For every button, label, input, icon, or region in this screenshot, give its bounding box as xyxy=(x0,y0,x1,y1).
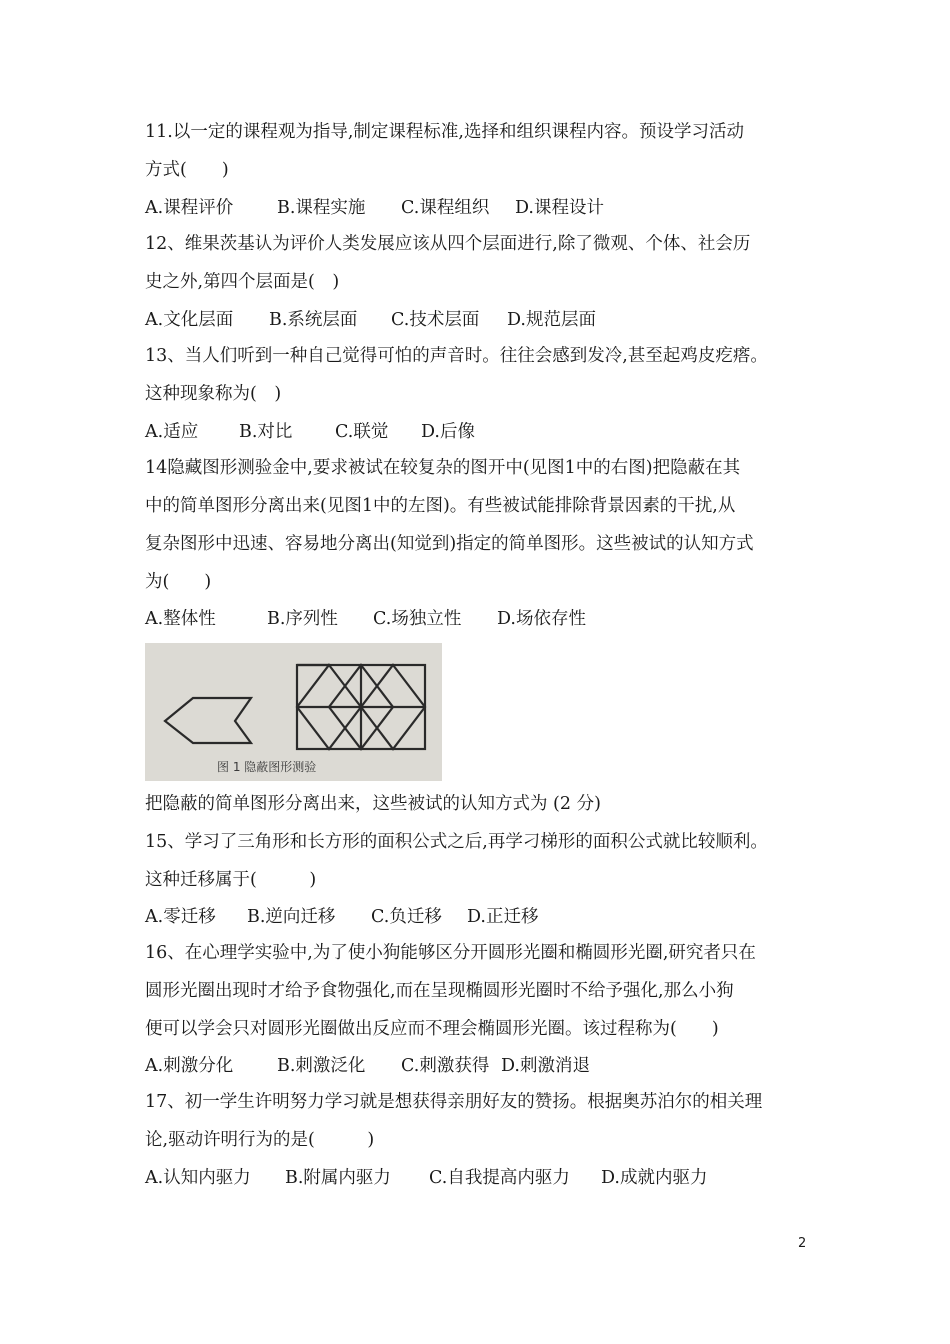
q14-stem-line3: 复杂图形中迅速、容易地分离出(知觉到)指定的简单图形。这些被试的认知方式 xyxy=(145,534,754,554)
q15-option-a: A.零迁移 xyxy=(145,907,216,927)
q14-option-b: B.序列性 xyxy=(267,609,338,629)
q14-stem-line1: 14隐藏图形测验金中,要求被试在较复杂的图开中(见图1中的右图)把隐蔽在其 xyxy=(145,458,741,478)
q14-stem-line2: 中的简单图形分离出来(见图1中的左图)。有些被试能排除背景因素的干扰,从 xyxy=(145,496,736,516)
q15-stem-line1: 15、学习了三角形和长方形的面积公式之后,再学刁梯形的面积公式就比较顺利。 xyxy=(145,832,768,852)
q11-option-a: A.课程评价 xyxy=(145,198,234,218)
q16-option-b: B.刺激泛化 xyxy=(277,1056,366,1076)
q16-option-a: A.刺激分化 xyxy=(145,1056,234,1076)
q15-option-d: D.正迁移 xyxy=(467,907,539,927)
q17-option-b: B.附属内驱力 xyxy=(285,1168,391,1188)
q13-stem-line1: 13、当人们听到一种自己觉得可怕的声音时。往往会感到发冷,甚至起鸡皮疙瘩。 xyxy=(145,346,768,366)
q17-option-c: C.自我提高内驱力 xyxy=(429,1168,570,1188)
q17-option-d: D.成就内驱力 xyxy=(601,1168,708,1188)
q14-option-a: A.整体性 xyxy=(145,609,216,629)
q13-option-c: C.联觉 xyxy=(335,422,389,442)
q11-option-b: B.课程实施 xyxy=(277,198,366,218)
q15-option-c: C.负迁移 xyxy=(371,907,442,927)
hidden-figure-drawing xyxy=(145,643,442,781)
q17-option-a: A.认知内驱力 xyxy=(145,1168,251,1188)
q16-option-d: D.刺激消退 xyxy=(501,1056,590,1076)
q17-stem-line2: 论,驱动许明行为的是( ) xyxy=(145,1130,375,1150)
q15-option-b: B.逆向迁移 xyxy=(247,907,336,927)
q16-stem-line1: 16、在心理学实验中,为了使小狗能够区分开圆形光圈和椭圆形光圈,研究者只在 xyxy=(145,943,756,963)
figure-caption: 图 1 隐蔽图形测验 xyxy=(217,760,317,774)
q12-option-d: D.规范层面 xyxy=(507,310,596,330)
q14-note: 把隐蔽的简单图形分离出来，这些被试的认知方式为 (2 分) xyxy=(145,794,601,814)
q16-option-c: C.刺激获得 xyxy=(401,1056,490,1076)
q11-stem-line2: 方式( ) xyxy=(145,160,229,180)
q16-stem-line2: 圆形光圈出现时才给予食物强化,而在呈现椭圆形光圈时不给予强化,那么小狗 xyxy=(145,981,734,1001)
q14-stem-line4: 为( ) xyxy=(145,572,212,592)
hidden-figure-test-image xyxy=(145,643,442,781)
q15-stem-line2: 这种迁移属于( ) xyxy=(145,870,317,890)
q13-option-b: B.对比 xyxy=(239,422,293,442)
q12-option-b: B.系统层面 xyxy=(269,310,358,330)
q11-option-d: D.课程设计 xyxy=(515,198,604,218)
q12-stem-line1: 12、维果茨基认为评价人类发展应该从四个层面进行,除了微观、个体、社会历 xyxy=(145,234,751,254)
q12-stem-line2: 史之外,第四个层面是( ) xyxy=(145,272,340,292)
q11-option-c: C.课程组织 xyxy=(401,198,490,218)
q16-stem-line3: 便可以学会只对圆形光圈做出反应而不理会椭圆形光圈。该过程称为( ) xyxy=(145,1019,719,1039)
q17-stem-line1: 17、初一学生许明努力学习就是想获得亲朋好友的赞扬。根据奥苏泊尔的相关理 xyxy=(145,1092,763,1112)
q12-option-a: A.文化层面 xyxy=(145,310,234,330)
complex-shape xyxy=(297,665,425,749)
simple-shape xyxy=(165,698,251,743)
q11-stem-line1: 11.以一定的课程观为指导,制定课程标准,选择和组织课程内容。预设学习活动 xyxy=(145,122,744,142)
q13-option-d: D.后像 xyxy=(421,422,475,442)
q12-option-c: C.技术层面 xyxy=(391,310,480,330)
page-number: 2 xyxy=(798,1236,807,1251)
q13-stem-line2: 这种现象称为( ) xyxy=(145,384,282,404)
q14-option-c: C.场独立性 xyxy=(373,609,462,629)
q14-option-d: D.场依存性 xyxy=(497,609,586,629)
q13-option-a: A.适应 xyxy=(145,422,199,442)
